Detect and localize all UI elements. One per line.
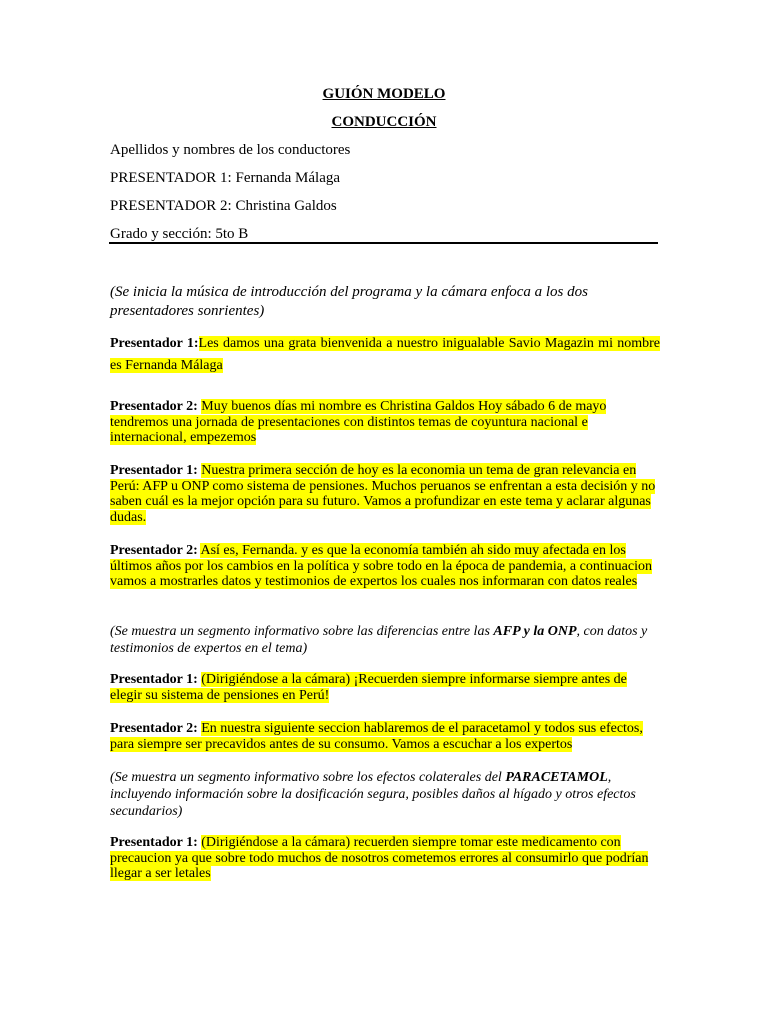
info-conductors-label: Apellidos y nombres de los conductores: [110, 142, 351, 158]
stage-text: , con datos y testimonios de expertos en el tema): [110, 624, 648, 656]
dialogue-text: Les damos una grata bienvenida a nuestro inigualable Savio Magazin mi nombre es Fernanda Málaga: [110, 336, 661, 373]
dialogue-block-7: [110, 835, 660, 882]
header-divider: [109, 242, 658, 244]
stage-text: , incluyendo información sobre la dosificación segura, posibles daños al hígado y otros efectos secundarios): [110, 770, 636, 819]
stage-text: (Se muestra un segmento informativo sobre las diferencias entre las: [110, 624, 494, 639]
info-presenter-1: PRESENTADOR 1: Fernanda Málaga: [110, 170, 341, 186]
dialogue-text: Así es, Fernanda. y es que la economía también ah sido muy afectada en los últimos años por los cambios en la política y sobre todo en la época de pandemia, a continuacion vamos a mostrarles datos y testimonios de expertos los cuales nos informaran con datos reales: [110, 543, 652, 589]
speaker-label: Presentador 1:: [110, 835, 198, 850]
dialogue-text: (Dirigiéndose a la cámara) ¡Recuerden siempre informarse siempre antes de elegir su sistema de pensiones en Perú!: [110, 672, 627, 703]
info-grade-section: Grado y sección: 5to B: [110, 226, 249, 242]
dialogue-text: En nuestra siguiente seccion hablaremos de el paracetamol y todos sus efectos, para siempre ser precavidos antes de su consumo. Vamos a escuchar a los expertos: [110, 721, 643, 752]
speaker-label: Presentador 2:: [110, 721, 198, 736]
speaker-label: Presentador 1:: [110, 336, 199, 351]
speaker-label: Presentador 1:: [110, 463, 198, 478]
dialogue-text: Muy buenos días mi nombre es Christina Galdos Hoy sábado 6 de mayo tendremos una jornada de presentaciones con distintos temas de coyuntura nacional e internacional, empezemos: [110, 399, 607, 445]
dialogue-block-3: [110, 463, 660, 525]
speaker-label: Presentador 1:: [110, 672, 198, 687]
dialogue-block-2: [110, 399, 660, 446]
dialogue-block-4: [110, 543, 660, 590]
stage-direction-paracetamol: [110, 769, 660, 820]
speaker-label: Presentador 2:: [110, 543, 198, 558]
speaker-label: Presentador 2:: [110, 399, 198, 414]
dialogue-block-5: [110, 672, 660, 703]
document-title: GUIÓN MODELO: [322, 86, 446, 102]
dialogue-block-1: [110, 333, 660, 377]
stage-direction-afp: [110, 623, 660, 657]
stage-direction-intro: (Se inicia la música de introducción del programa y la cámara enfoca a los dos presentadores sonrientes): [110, 284, 588, 319]
document-subtitle: CONDUCCIÓN: [331, 114, 437, 130]
stage-emphasis: AFP y la ONP: [493, 624, 577, 639]
dialogue-block-6: [110, 721, 660, 752]
info-presenter-2: PRESENTADOR 2: Christina Galdos: [110, 198, 337, 214]
stage-text: (Se muestra un segmento informativo sobre los efectos colaterales del: [110, 770, 506, 785]
dialogue-text: Nuestra primera sección de hoy es la economia un tema de gran relevancia en Perú: AFP u ONP como sistema de pensiones. Muchos peruanos se enfrentan a esta decisión y no saben cuál es la mejor opción para su futuro. Vamos a profundizar en este tema y aclarar algunas dudas.: [110, 463, 656, 525]
stage-emphasis: PARACETAMOL: [505, 770, 608, 785]
dialogue-text: (Dirigiéndose a la cámara) recuerden siempre tomar este medicamento con precaucion ya que sobre todo muchos de nosotros cometemos errores al consumirlo que podrían llegar a ser letales: [110, 835, 649, 881]
